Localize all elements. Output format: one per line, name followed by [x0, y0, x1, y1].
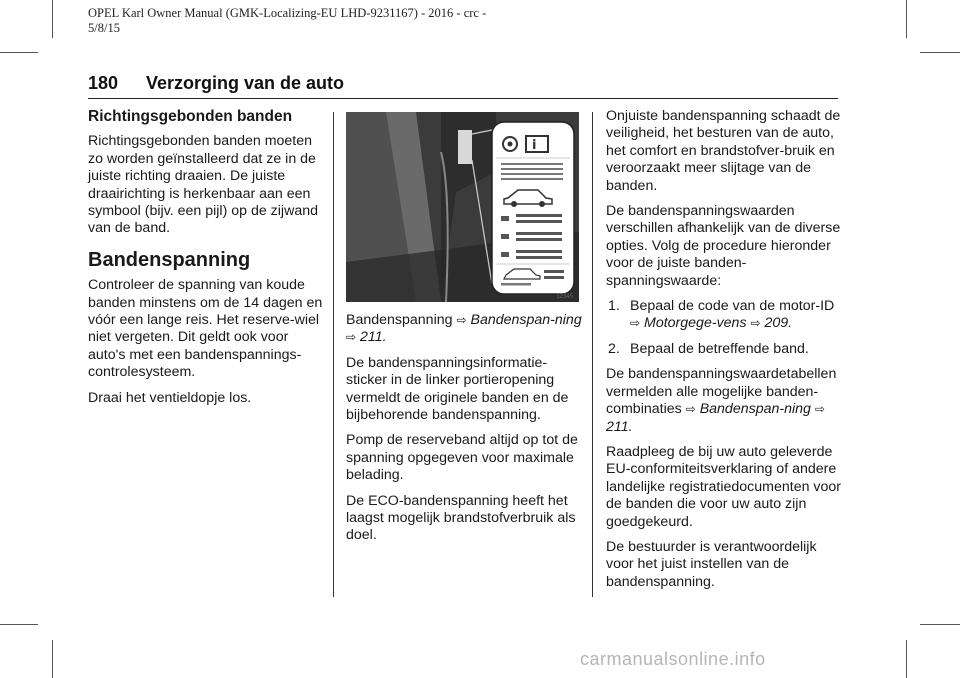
reference-text: Bandenspanning — [346, 312, 453, 328]
column-2 — [346, 312, 582, 553]
reference-page[interactable]: 211. — [360, 329, 387, 346]
tyre-pressure-sticker-figure — [346, 112, 579, 302]
list-number: 2. — [608, 340, 620, 357]
heading-directional-tyres: Richtingsgebonden banden — [88, 108, 293, 125]
paragraph: De bandenspanningswaarden verschillen afhankelijk van de diverse opties. Volg de procedure hieronder voor de juiste banden-spanningswaarde: — [606, 203, 841, 289]
reference-arrow-icon: ⇨ — [685, 402, 696, 417]
crop-mark — [906, 640, 907, 678]
paragraph: De bandenspanningsinformatie-sticker in de linker portieropening vermeldt de originele banden en de bijbehorende bandenspanning. — [346, 354, 569, 424]
paragraph: Draai het ventieldopje los. — [88, 389, 252, 406]
reference-page[interactable]: 209. — [764, 315, 793, 332]
list-number: 1. — [608, 298, 620, 315]
paragraph: De bestuurder is verantwoordelijk voor het juist instellen van de bandenspanning. — [606, 538, 817, 590]
page-heading — [88, 73, 344, 94]
page-number: 180 — [88, 73, 119, 93]
column-divider — [592, 112, 593, 597]
column-divider — [333, 112, 334, 597]
reference-arrow-icon: ⇨ — [346, 330, 357, 345]
paragraph-text: De bandenspanningswaardetabellen vermelden alle mogelijke banden-combinaties — [606, 366, 837, 418]
crop-mark — [920, 52, 960, 53]
heading-tyre-pressure: Bandenspanning — [88, 248, 251, 271]
door-pillar-illustration — [346, 112, 579, 302]
crop-mark — [52, 0, 53, 38]
reference-link[interactable]: Bandenspan-ning — [699, 401, 811, 418]
paragraph: Richtingsgebonden banden moeten zo worden geïnstalleerd dat ze in de juiste richting draaien. De juiste draairichting is herkenbaar aan een symbool (bijv. een pijl) op de zijwand van de band. — [88, 133, 318, 237]
paragraph: Pomp de reserveband altijd op tot de spanning opgegeven voor maximale belading. — [346, 432, 578, 484]
paragraph: Raadpleeg de bij uw auto geleverde EU-conformiteitsverklaring of andere landelijke registratiedocumenten voor de banden die voor uw auto zijn goedgekeurd. — [606, 443, 842, 530]
crop-mark — [920, 624, 960, 625]
reference-arrow-icon: ⇨ — [750, 316, 761, 331]
reference-arrow-icon: ⇨ — [814, 402, 825, 417]
section-title: Verzorging van de auto — [146, 73, 345, 93]
document-meta — [88, 6, 508, 36]
heading-rule — [88, 98, 838, 99]
crop-mark — [52, 640, 53, 678]
column-1 — [88, 108, 328, 415]
paragraph: De ECO-bandenspanning heeft het laagst mogelijk brandstofverbruik als doel. — [346, 492, 576, 544]
meta-line-2: 5/8/15 — [88, 21, 120, 35]
column-3 — [606, 108, 842, 599]
svg-text:i: i — [532, 138, 537, 153]
crop-mark — [906, 0, 907, 38]
meta-line-1: OPEL Karl Owner Manual (GMK-Localizing-EU LHD-9231167) - 2016 - crc - — [88, 6, 487, 20]
list-text — [630, 298, 842, 333]
reference-link[interactable]: Bandenspan-ning — [470, 312, 582, 328]
reference-link[interactable]: Motorgege-vens — [644, 315, 747, 332]
cross-reference — [346, 312, 582, 347]
step-text: Bepaal de code van de motor-ID — [630, 298, 835, 315]
list-item — [606, 341, 842, 358]
reference-arrow-icon: ⇨ — [456, 313, 467, 327]
paragraph: Onjuiste bandenspanning schaadt de veiligheid, het besturen van de auto, het comfort en brandstofver-bruik en veroorzaakt meer slijtage van de banden. — [606, 108, 841, 194]
list-text: Bepaal de betreffende band. — [630, 340, 809, 357]
watermark: carmanualsonline.info — [580, 649, 766, 669]
paragraph: Controleer de spanning van koude banden minstens om de 14 dagen en vóór een lange reis. Het reserve-wiel niet vergeten. Dit geldt ook voor auto's met een bandenspannings-controlesysteem. — [88, 277, 323, 381]
reference-arrow-icon: ⇨ — [630, 316, 641, 331]
list-item — [606, 298, 842, 333]
image-code: 12345 — [556, 294, 573, 300]
reference-page[interactable]: 211. — [606, 418, 633, 435]
crop-mark — [0, 52, 38, 53]
paragraph-with-reference — [606, 366, 842, 436]
crop-mark — [0, 624, 38, 625]
